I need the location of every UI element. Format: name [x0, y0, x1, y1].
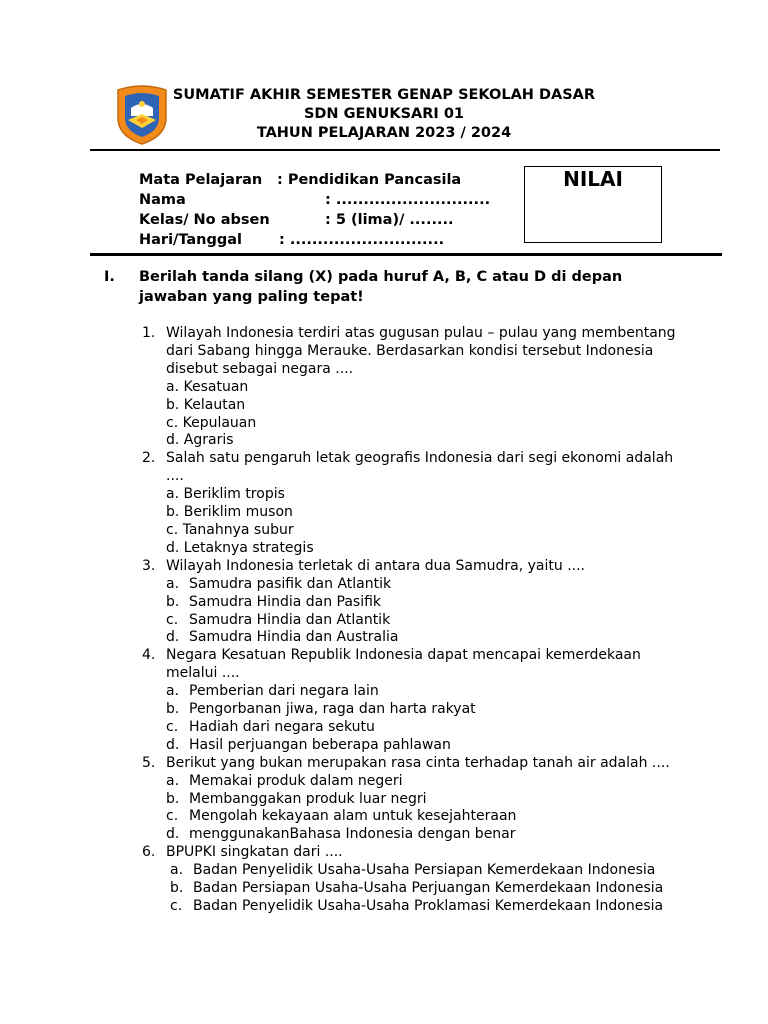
nama-field[interactable]: : ............................ [325, 192, 491, 208]
score-box[interactable] [524, 166, 662, 243]
question-text: BPUPKI singkatan dari .... [166, 844, 343, 861]
option-item[interactable]: d. Hasil perjuangan beberapa pahlawan [166, 736, 451, 753]
mapel-value: : Pendidikan Pancasila [277, 172, 462, 188]
question-number: 6. [142, 844, 156, 861]
hari-label: Hari/Tanggal [139, 232, 242, 248]
question-text: Wilayah Indonesia terdiri atas gugusan pulau – pulau yang membentang dari Sabang hingga Merauke. Berdasarkan kondisi tersebut Indonesia disebut sebagai negara .... [166, 325, 676, 377]
option-item[interactable]: c. Hadiah dari negara sekutu [166, 718, 375, 735]
question-number: 2. [142, 450, 156, 467]
question-item [142, 755, 682, 845]
option-item[interactable]: b. Pengorbanan jiwa, raga dan harta rakyat [166, 701, 476, 718]
info-divider [90, 253, 722, 256]
option-item[interactable]: d. menggunakanBahasa Indonesia dengan benar [166, 826, 516, 843]
option-item[interactable]: d. Samudra Hindia dan Australia [166, 629, 399, 646]
option-item[interactable]: c. Tanahnya subur [166, 521, 294, 538]
header-title: SUMATIF AKHIR SEMESTER GENAP SEKOLAH DASAR [172, 87, 596, 103]
question-item [142, 558, 682, 648]
header-divider [90, 149, 720, 151]
section-instruction-text: Berilah tanda silang (X) pada huruf A, B, C atau D di depan jawaban yang paling tepat! [139, 269, 623, 305]
option-item[interactable]: a. Beriklim tropis [166, 486, 285, 503]
option-item[interactable]: b. Beriklim muson [166, 504, 293, 521]
header-school: SDN GENUKSARI 01 [303, 106, 465, 122]
question-item [142, 450, 682, 557]
question-text: Wilayah Indonesia terletak di antara dua Samudra, yaitu .... [166, 557, 586, 574]
option-item[interactable]: a. Samudra pasifik dan Atlantik [166, 575, 392, 592]
question-item [142, 647, 682, 754]
question-item [142, 844, 682, 916]
question-item [142, 325, 682, 450]
question-list [142, 325, 682, 916]
question-number: 4. [142, 647, 156, 664]
option-item[interactable]: a. Pemberian dari negara lain [166, 683, 379, 700]
kelas-field[interactable]: : 5 (lima)/ ........ [325, 212, 454, 228]
exam-header [140, 86, 628, 143]
option-item[interactable]: d. Letaknya strategis [166, 539, 314, 556]
question-text: Berikut yang bukan merupakan rasa cinta terhadap tanah air adalah .... [166, 754, 670, 771]
question-text: Negara Kesatuan Republik Indonesia dapat mencapai kemerdekaan melalui .... [166, 647, 641, 682]
question-number: 1. [142, 325, 156, 341]
section-number: I. [104, 269, 115, 285]
option-item[interactable]: c. Mengolah kekayaan alam untuk kesejahteraan [166, 808, 517, 825]
kelas-label: Kelas/ No absen [139, 212, 270, 228]
option-item[interactable]: b. Membanggakan produk luar negri [166, 790, 427, 807]
option-item[interactable]: c. Kepulauan [166, 414, 257, 431]
option-item[interactable]: a. Memakai produk dalam negeri [166, 772, 403, 789]
nama-label: Nama [139, 192, 186, 208]
option-item[interactable]: c. Badan Penyelidik Usaha-Usaha Proklamasi Kemerdekaan Indonesia [170, 898, 664, 914]
option-item[interactable]: b. Kelautan [166, 396, 246, 413]
option-item[interactable]: a. Badan Penyelidik Usaha-Usaha Persiapan Kemerdekaan Indonesia [170, 862, 656, 879]
question-text: Salah satu pengaruh letak geografis Indonesia dari segi ekonomi adalah .... [166, 450, 674, 485]
option-item[interactable]: d. Agraris [166, 432, 234, 449]
option-item[interactable]: c. Samudra Hindia dan Atlantik [166, 611, 391, 628]
score-label: NILAI [563, 167, 623, 191]
option-item[interactable]: a. Kesatuan [166, 378, 249, 395]
option-item[interactable]: b. Badan Persiapan Usaha-Usaha Perjuangan Kemerdekaan Indonesia [170, 880, 664, 897]
header-year: TAHUN PELAJARAN 2023 / 2024 [256, 125, 512, 141]
question-number: 3. [142, 557, 156, 574]
question-number: 5. [142, 754, 156, 771]
hari-field[interactable]: : ............................ [279, 232, 445, 248]
mapel-label: Mata Pelajaran [139, 172, 263, 188]
option-item[interactable]: b. Samudra Hindia dan Pasifik [166, 593, 382, 610]
